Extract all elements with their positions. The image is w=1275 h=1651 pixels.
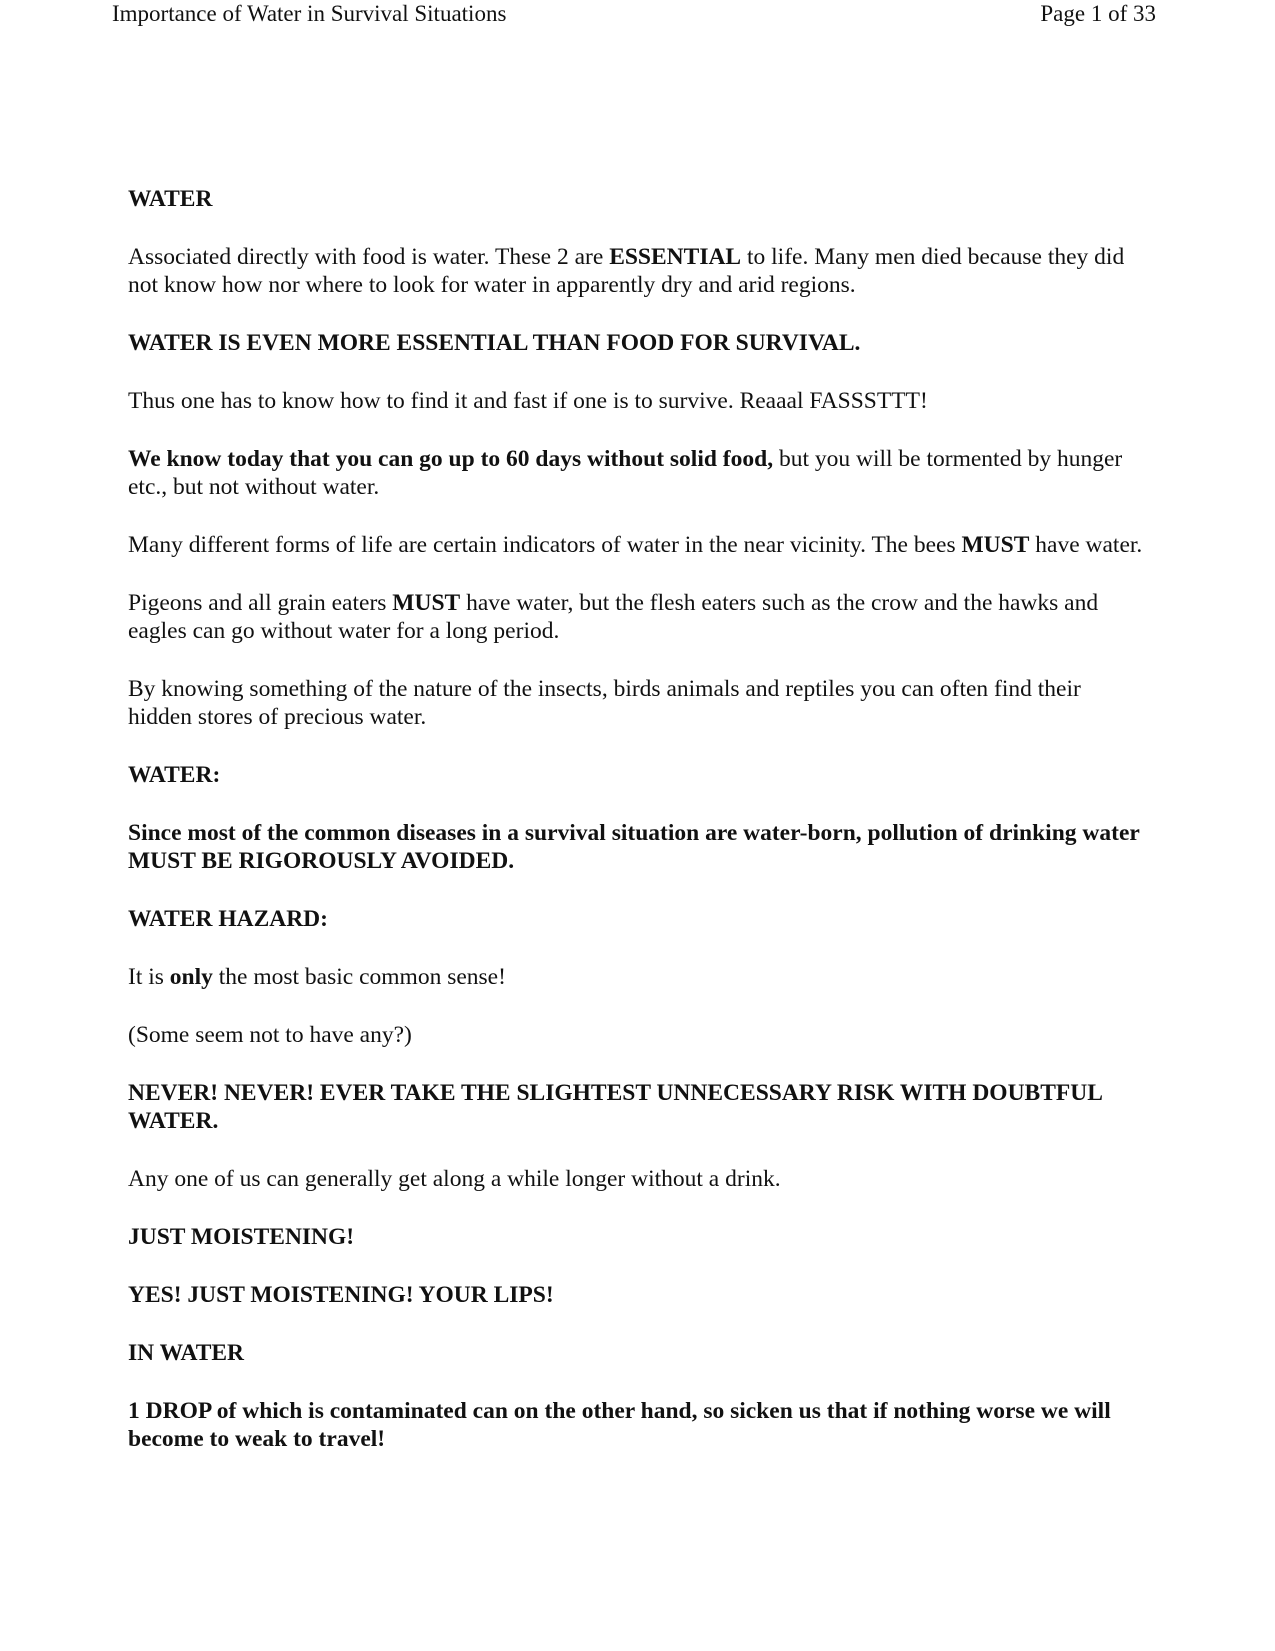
emphasis-must: MUST [961,532,1030,558]
statement-one-drop: 1 DROP of which is contaminated can on the other hand, so sicken us that if nothing worse we will become to weak to travel! [128,1398,1111,1452]
statement-diseases: Since most of the common diseases in a survival situation are water-born, pollution of drinking water MUST BE RIGOROUSLY AVOIDED. [128,820,1140,874]
emphasis-must: MUST [392,590,461,616]
paragraph-nature: By knowing something of the nature of the insects, birds animals and reptiles you can often find their hidden stores of precious water. [128,676,1081,730]
paragraph-find-fast: Thus one has to know how to find it and fast if one is to survive. Reaaal FASSSTTT! [128,388,928,414]
statement-never-risk: NEVER! NEVER! EVER TAKE THE SLIGHTEST UNNECESSARY RISK WITH DOUBTFUL WATER. [128,1080,1102,1134]
paragraph-pigeons: Pigeons and all grain eaters MUST have water, but the flesh eaters such as the crow and the hawks and eagles can go without water for a long period. [128,590,1099,644]
emphasis-60-days: We know today that you can go up to 60 days without solid food, [128,446,774,472]
paragraph-aside: (Some seem not to have any?) [128,1022,412,1048]
emphasis-only: only [169,964,213,990]
document-title: Importance of Water in Survival Situations [112,1,507,26]
statement-your-lips: YES! JUST MOISTENING! YOUR LIPS! [128,1282,554,1308]
paragraph-bees: Many different forms of life are certain indicators of water in the near vicinity. The bees MUST have water. [128,532,1143,558]
paragraph-without-drink: Any one of us can generally get along a while longer without a drink. [128,1166,781,1192]
page-header [112,0,1156,30]
paragraph-60-days: We know today that you can go up to 60 days without solid food, but you will be tormented by hunger etc., but not without water. [128,446,1123,500]
statement-in-water: IN WATER [128,1340,245,1366]
emphasis-essential: ESSENTIAL [609,244,742,270]
heading-water-colon: WATER: [128,762,221,788]
statement-water-essential: WATER IS EVEN MORE ESSENTIAL THAN FOOD FOR SURVIVAL. [128,330,861,356]
paragraph-common-sense: It is only the most basic common sense! [128,964,506,990]
heading-water: WATER [128,186,213,212]
paragraph-food-and-water: Associated directly with food is water. These 2 are ESSENTIAL to life. Many men died because they did not know how nor where to look for water in apparently dry and arid regions. [128,244,1125,298]
heading-water-hazard: WATER HAZARD: [128,906,328,932]
document-body [128,185,1148,1483]
page-number: Page 1 of 33 [1040,1,1156,26]
statement-just-moistening: JUST MOISTENING! [128,1224,355,1250]
